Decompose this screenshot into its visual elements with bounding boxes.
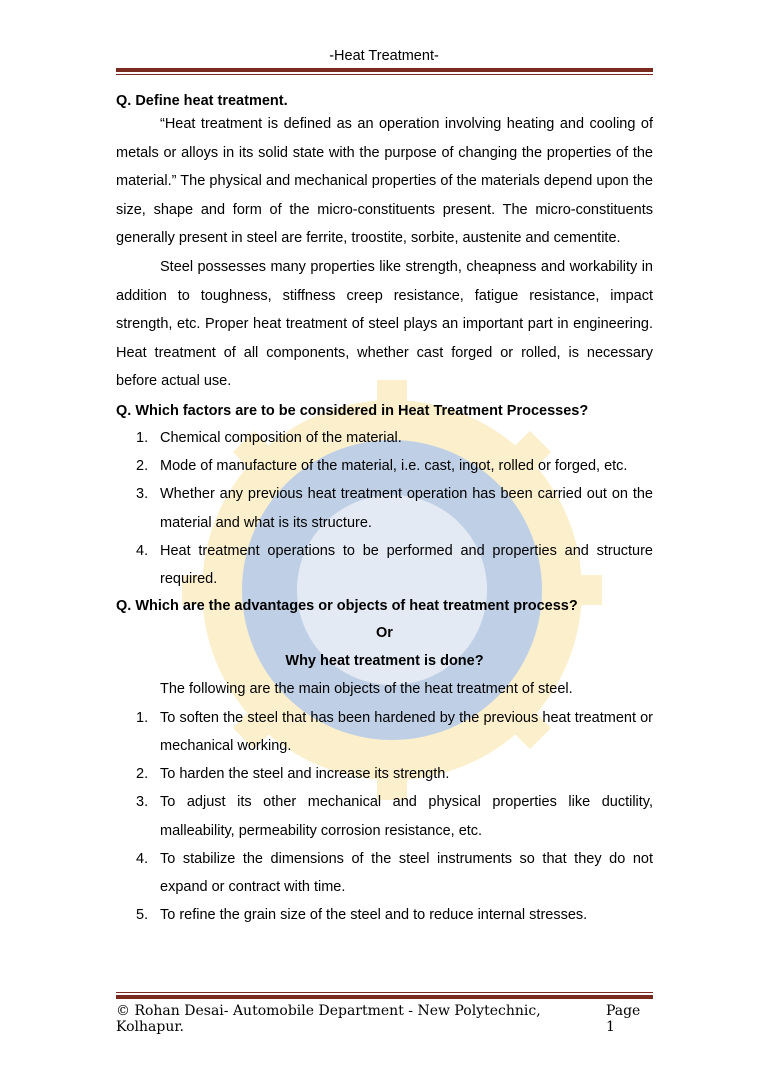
list-item: 2. Mode of manufacture of the material, i.e. cast, ingot, rolled or forged, etc. [136,458,628,475]
question-factors: Q. Which factors are to be considered in Heat Treatment Processes? [116,402,589,419]
or-separator: Or [376,625,393,642]
list-item: 4. Heat treatment operations to be performed and properties and structure required. [136,542,653,587]
objects-list [116,704,653,930]
paragraph-definition: “Heat treatment is defined as an operation involving heating and cooling of metals or alloys in its solid state with the purpose of changing the properties of the material.” The physical and mechanical properties of the materials depend upon the size, shape and form of the micro-constituents present. The micro-constituents generally present in steel are ferrite, troostite, sorbite, austenite and cementite. [116,116,653,247]
footer-rule-thin [116,992,653,993]
list-item: 1. Chemical composition of the material. [136,429,402,446]
list-item: 5. To refine the grain size of the steel and to reduce internal stresses. [136,907,588,924]
page-number: Page 1 [605,1003,641,1035]
list-item: 1. To soften the steel that has been hardened by the previous heat treatment or mechanical working. [136,709,653,754]
list-item: 3. To adjust its other mechanical and physical properties like ductility, malleability, permeability corrosion resistance, etc. [136,794,653,839]
list-item: 3. Whether any previous heat treatment operation has been carried out on the material and what is its structure. [136,486,653,531]
header-rule-thick [116,68,653,72]
paragraph-objects-intro: The following are the main objects of the heat treatment of steel. [160,681,573,698]
question-advantages: Q. Which are the advantages or objects of heat treatment process? [116,598,578,615]
footer-rule-thick [116,995,653,999]
list-item: 2. To harden the steel and increase its strength. [136,766,450,783]
page-footer [116,1003,653,1035]
list-item: 4. To stabilize the dimensions of the steel instruments so that they do not expand or contract with time. [136,850,653,895]
paragraph-steel-properties: Steel possesses many properties like strength, cheapness and workability in addition to toughness, stiffness creep resistance, fatigue resistance, impact strength, etc. Proper heat treatment of steel plays an important part in engineering. Heat treatment of all components, whether cast forged or rolled, is necessary before actual use. [116,258,653,390]
header-rule-thin [116,74,653,75]
footer-copyright: © Rohan Desai- Automobile Department - New Polytechnic, Kolhapur. [116,1003,541,1035]
factors-list [116,424,653,593]
page-header-title: -Heat Treatment- [329,48,439,64]
question-define-heat-treatment: Q. Define heat treatment. [116,93,288,109]
subheading-why: Why heat treatment is done? [285,653,484,670]
document-body [116,88,653,929]
